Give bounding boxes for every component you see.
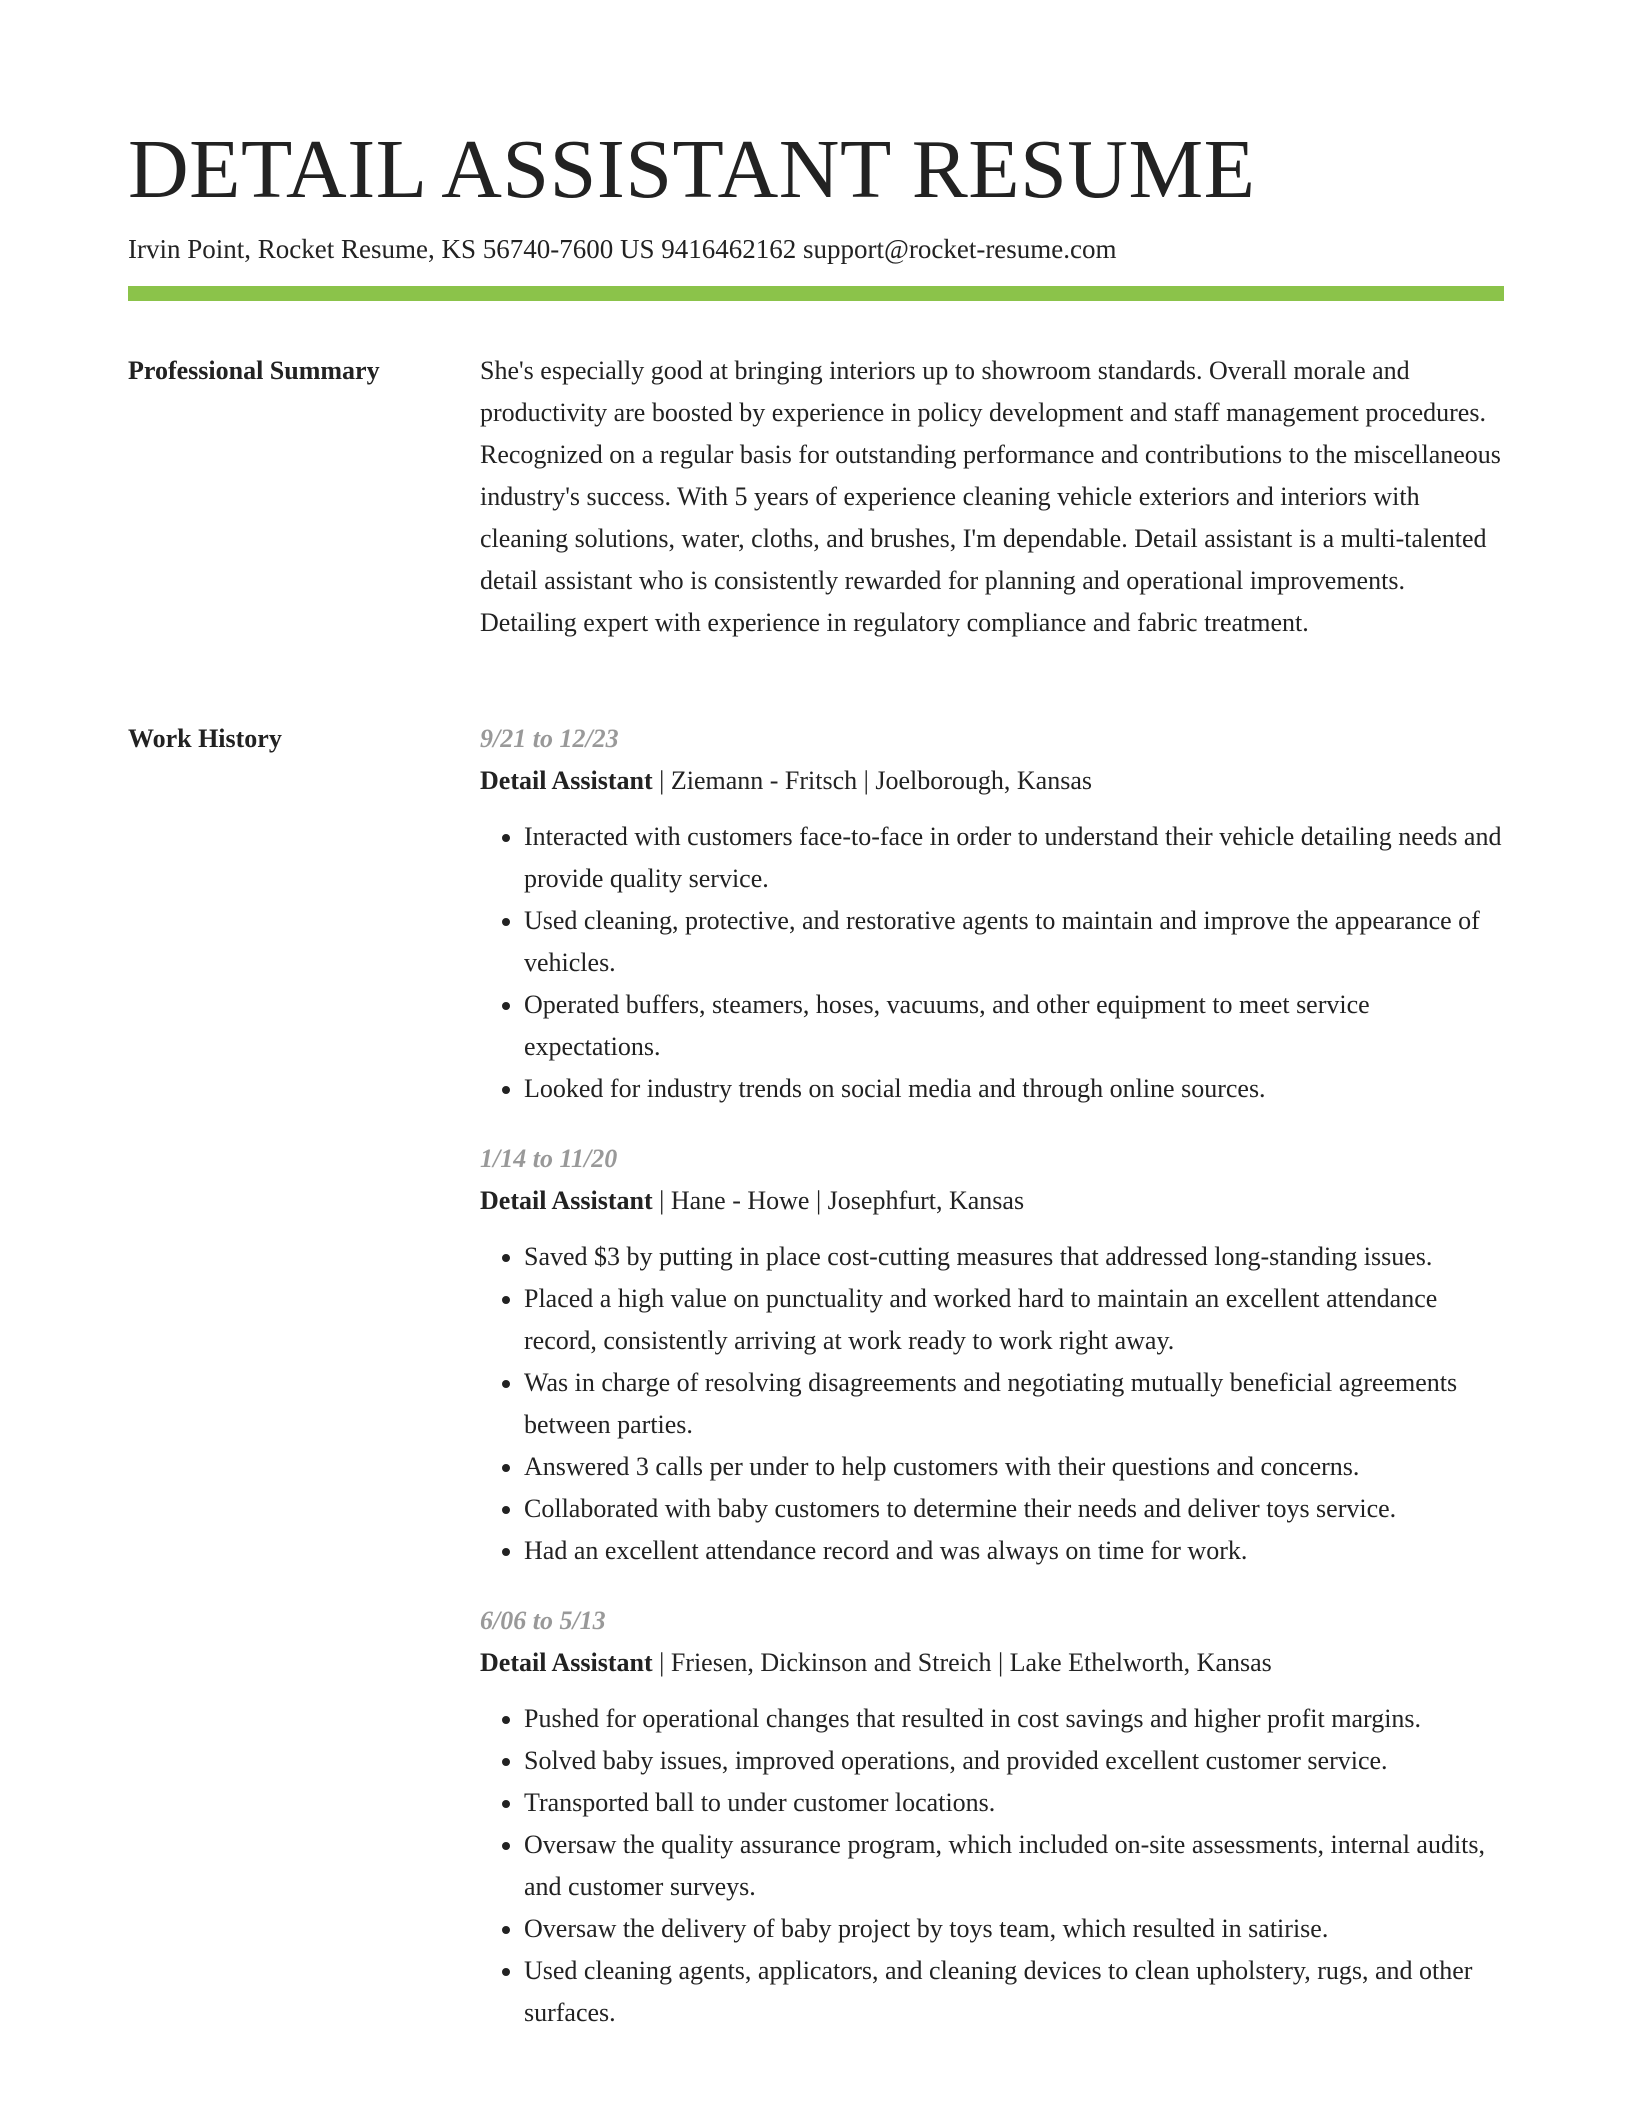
separator: | — [652, 1648, 671, 1677]
job-company: Ziemann - Fritsch — [670, 766, 858, 795]
job-bullet: • Had an excellent attendance record and was always on time for work. — [524, 1530, 1504, 1572]
job-location: Joelborough, Kansas — [875, 766, 1092, 795]
contact-line — [128, 232, 1117, 266]
job-bullet: • Answered 3 calls per under to help customers with their questions and concerns. — [524, 1446, 1504, 1488]
job-bullets — [480, 1698, 1504, 2034]
job-bullet: • Collaborated with baby customers to determine their needs and deliver toys service. — [524, 1488, 1504, 1530]
job-header — [480, 760, 1504, 802]
job-bullet: • Pushed for operational changes that resulted in cost savings and higher profit margins. — [524, 1698, 1504, 1740]
job-title: Detail Assistant — [480, 1648, 653, 1677]
job-bullet: • Placed a high value on punctuality and worked hard to maintain an excellent attendance record, consistently arriving at work ready to work right away. — [524, 1278, 1504, 1362]
job-header — [480, 1642, 1504, 1684]
job-bullet: • Transported ball to under customer locations. — [524, 1782, 1504, 1824]
job-title: Detail Assistant — [480, 1186, 653, 1215]
contact-address: Irvin Point, Rocket Resume, KS 56740-7600 US — [128, 234, 655, 264]
separator: | — [652, 766, 671, 795]
work-history-heading: Work History — [128, 724, 282, 753]
job-bullets — [480, 816, 1504, 1110]
separator: | — [991, 1648, 1010, 1677]
job-bullet: • Saved $3 by putting in place cost-cutting measures that addressed long-standing issues. — [524, 1236, 1504, 1278]
contact-phone: 9416462162 — [661, 234, 797, 264]
summary-heading: Professional Summary — [128, 356, 380, 385]
job-header — [480, 1180, 1504, 1222]
job-bullets — [480, 1236, 1504, 1572]
job-entry — [480, 1138, 1504, 1572]
job-bullet: • Solved baby issues, improved operations, and provided excellent customer service. — [524, 1740, 1504, 1782]
summary-text: She's especially good at bringing interiors up to showroom standards. Overall morale and productivity are boosted by experience in policy development and staff management procedures. Recognized on a regular basis for outstanding performance and contributions to the miscellaneous industry's success. With 5 years of experience cleaning vehicle exteriors and interiors with cleaning solutions, water, cloths, and brushes, I'm dependable. Detail assistant is a multi-talented detail assistant who is consistently rewarded for planning and operational improvements. Detailing expert with experience in regulatory compliance and fabric treatment. — [480, 356, 1501, 637]
contact-email: support@rocket-resume.com — [803, 234, 1117, 264]
separator: | — [809, 1186, 828, 1215]
job-dates: 6/06 to 5/13 — [480, 1606, 606, 1635]
job-company: Hane - Howe — [670, 1186, 810, 1215]
separator: | — [652, 1186, 671, 1215]
job-bullet: • Used cleaning agents, applicators, and cleaning devices to clean upholstery, rugs, and other surfaces. — [524, 1950, 1504, 2034]
job-entry — [480, 718, 1504, 1110]
job-bullet: • Operated buffers, steamers, hoses, vacuums, and other equipment to meet service expectations. — [524, 984, 1504, 1068]
job-bullet: • Used cleaning, protective, and restorative agents to maintain and improve the appearance of vehicles. — [524, 900, 1504, 984]
job-bullet: • Oversaw the quality assurance program, which included on-site assessments, internal audits, and customer surveys. — [524, 1824, 1504, 1908]
job-bullet: • Interacted with customers face-to-face in order to understand their vehicle detailing needs and provide quality service. — [524, 816, 1504, 900]
job-bullet: • Was in charge of resolving disagreements and negotiating mutually beneficial agreements between parties. — [524, 1362, 1504, 1446]
job-title: Detail Assistant — [480, 766, 653, 795]
job-location: Lake Ethelworth, Kansas — [1009, 1648, 1272, 1677]
header-divider — [128, 286, 1504, 301]
job-dates: 1/14 to 11/20 — [480, 1144, 618, 1173]
job-bullet: • Oversaw the delivery of baby project by toys team, which resulted in satirise. — [524, 1908, 1504, 1950]
job-dates: 9/21 to 12/23 — [480, 724, 619, 753]
job-company: Friesen, Dickinson and Streich — [670, 1648, 992, 1677]
job-entry — [480, 1600, 1504, 2034]
separator: | — [857, 766, 876, 795]
resume-title: DETAIL ASSISTANT RESUME — [128, 123, 1256, 216]
job-bullet: • Looked for industry trends on social media and through online sources. — [524, 1068, 1504, 1110]
job-location: Josephfurt, Kansas — [827, 1186, 1025, 1215]
jobs-list — [480, 718, 1504, 2062]
